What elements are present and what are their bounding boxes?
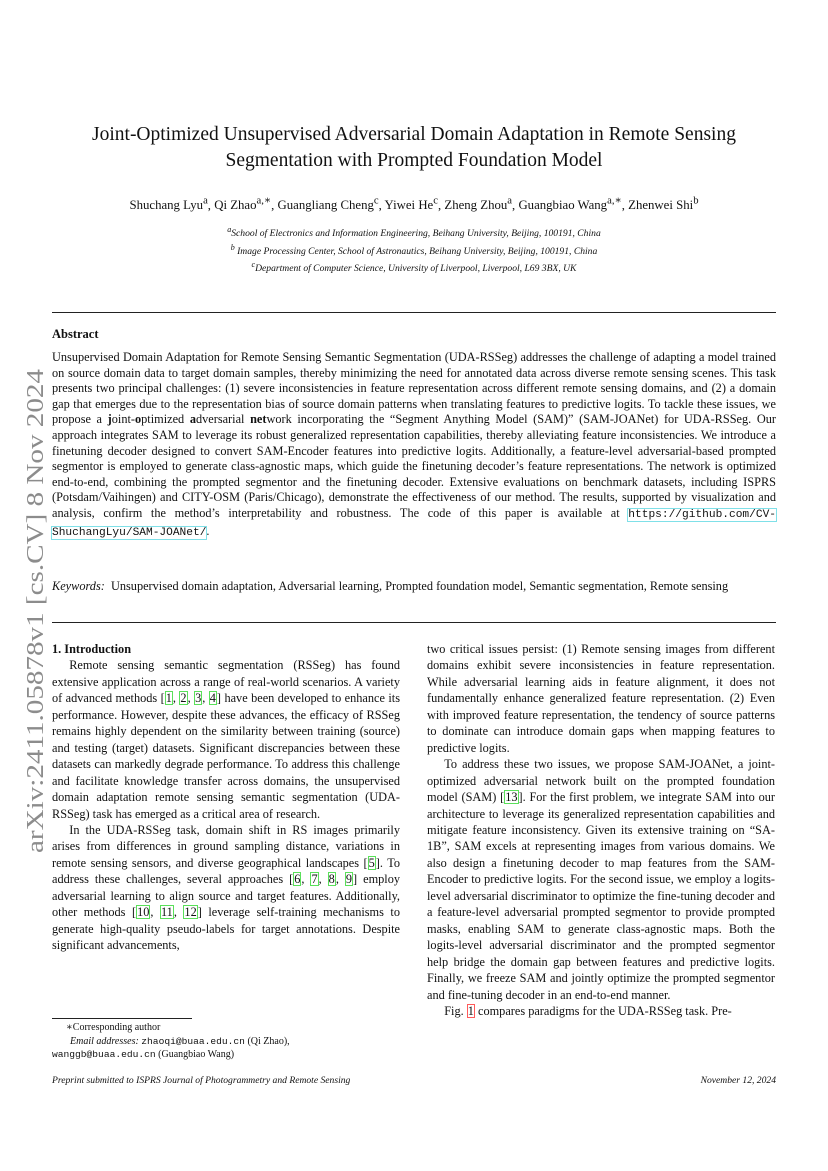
intro-paragraph-1: Remote sensing semantic segmentation (RSSeg) has found extensive application across a range of real-world scenarios. A variety of advanced methods [1, 2, 3, 4] have been developed to enhance its performance. However, despite these advances, the efficacy of RSSeg remains highly dependent on the similarity between training (source) and testing (target) datasets. Significant discrepancies between these datasets can markedly degrade performance. To address this challenge and facilitate knowledge transfer across domains, the unsupervised domain adaptation remote sensing semantic segmentation (UDA-RSSeg) task has emerged as a critical area of research. (52, 658, 401, 821)
keywords (52, 579, 776, 595)
author: Guangliang Cheng$^c$ (277, 196, 379, 213)
footnotes (52, 1021, 400, 1062)
footnote-rule (52, 1018, 192, 1019)
footnote-emails-cont: wanggb@buaa.edu.cn (Guangbiao Wang) (52, 1049, 235, 1061)
footnote-corresponding: ∗Corresponding author (66, 1022, 161, 1033)
affiliation-list (60, 223, 768, 276)
title-line-1: Joint-Optimized Unsupervised Adversarial Domain Adaptation in Remote Sensing (92, 124, 736, 145)
footnote-emails: Email addresses: zhaoqi@buaa.edu.cn (Qi Zhao), (70, 1035, 290, 1047)
affiliation: $^c$Department of Computer Science, University of Liverpool, Liverpool, L69 3BX, UK (251, 260, 577, 275)
author: Qi Zhao$^{a,∗}$ (214, 196, 272, 213)
citation-link[interactable]: 1 (165, 691, 172, 706)
intro-paragraph-2: In the UDA-RSSeg task, domain shift in RS images primarily arises from differences in ground sampling distance, variations in remote sensing sensors, and diverse geographical landscapes [5]. To address these challenges, several approaches [6, 7, 8, 9] employ adversarial learning to align source and target features. Additionally, other methods [10, 11, 12] leverage self-training mechanisms to generate high-quality pseudo-labels for target annotations. Despite significant advancements, (52, 822, 400, 953)
author: Yiwei He$^c$ (384, 196, 438, 213)
keywords-text: Unsupervised domain adaptation, Adversarial learning, Prompted foundation model, Semantic segmentation, Remote sensing (110, 579, 729, 593)
footer-submission-note: Preprint submitted to ISPRS Journal of Photogrammetry and Remote Sensing (52, 1075, 351, 1086)
author: Zheng Zhou$^a$ (444, 196, 513, 213)
citation-link[interactable]: 13 (505, 790, 518, 805)
arxiv-id-text: arXiv:2411.05878v1 [cs.CV] 8 Nov 2024 (23, 453, 49, 853)
right-column (427, 641, 775, 1019)
left-column (52, 641, 400, 954)
citation-link[interactable]: 6 (294, 872, 301, 887)
intro-paragraph-3: two critical issues persist: (1) Remote sensing images from different domains exhibit severe inconsistencies in feature representation. While adversarial learning aids in feature alignment, it does not fundamentally enhance generalized feature representation. (2) Even with improved feature representation, the tendency of source patterns to dominate can introduce domain gaps when mapping features to predictive logits. (427, 642, 775, 755)
top-rule (52, 312, 776, 313)
footer-date: November 12, 2024 (700, 1075, 776, 1086)
abstract-bottom-rule (52, 622, 776, 623)
keywords-label: Keywords: (52, 579, 105, 593)
figure-reference-link[interactable]: 1 (467, 1003, 474, 1018)
citation-link[interactable]: 8 (328, 872, 335, 887)
citation-link[interactable]: 10 (137, 905, 150, 920)
author: Zhenwei Shi$^b$ (628, 196, 699, 213)
author-list: Shuchang Lyu$^a$, Qi Zhao$^{a,∗}$, Guangliang Cheng$^c$, Yiwei He$^c$, Zheng Zhou$^a$, Guangbiao Wang$^{a,∗}$, Zhenwei Shi$^b$ (129, 196, 699, 213)
affiliation: $^b$ Image Processing Center, School of Astronautics, Beihang University, Beijing, 100191, China (230, 242, 598, 257)
citation-link[interactable]: 5 (368, 855, 375, 870)
citation-link[interactable]: 4 (209, 691, 216, 706)
abstract-body: Unsupervised Domain Adaptation for Remote Sensing Semantic Segmentation (UDA-RSSeg) addresses the challenge of adapting a model trained on source domain data to target domain samples, thereby minimizing the need for annotated data across diverse remote sensing scenes. This task presents two principal challenges: (1) severe inconsistencies in feature representation across different remote sensing domains, and (2) a domain gap that emerges due to the representation bias of source domain patterns when translating features to predictive logits. To tackle these issues, we propose a joint-optimized adversarial network incorporating the “Segment Anything Model (SAM)” (SAM-JOANet) for UDA-RSSeg. Our approach integrates SAM to leverage its robust generalized representation capabilities, thereby alleviating feature inconsistencies. We introduce a finetuning decoder designed to convert SAM-Encoder features into predictive logits. Additionally, a feature-level adversarial-based prompted segmentor is employed to generate class-agnostic maps, which guide the finetuning decoder’s feature representations. The network is optimized end-to-end, combining the prompted segmentor and the finetuning decoder. Extensive evaluations on benchmark datasets, including ISPRS (Potsdam/Vaihingen) and CITY-OSM (Paris/Chicago), demonstrate the effectiveness of our method. The results, supported by visualization and analysis, confirm the method’s interpretability and robustness. The code of this paper is available at https://github.com/CV-ShuchangLyu/SAM-JOANet/. (52, 350, 776, 539)
author: Guangbiao Wang$^{a,∗}$ (518, 196, 622, 213)
author: Shuchang Lyu$^a$ (129, 196, 208, 213)
intro-paragraph-4: To address these two issues, we propose SAM-JOANet, a joint-optimized adversarial network built on the prompted foundation model (SAM) [13]. For the first problem, we integrate SAM into our architecture to leverage its generalized representation capabilities and mitigate feature inconsistency. Given its extensive training on “SA-1B”, SAM excels at representing images from various domains. We also design a finetuning decoder to map features from the SAM-Encoder to predictive logits. For the second issue, we employ a logits-level adversarial discriminator to optimize the fine-tuning decoder and a feature-level adversarial prompted segmentor to provide prompted masks, enabling SAM to generate class-agnostic maps. Both the logits-level adversarial discriminator and the prompted segmentor help bridge the domain gap between features and predictive logits. Finally, we freeze SAM and jointly optimize the prompted segmentor and fine-tuning decoder in an end-to-end manner. (427, 757, 775, 1002)
email-link[interactable]: wanggb@buaa.edu.cn (52, 1049, 156, 1061)
citation-link[interactable]: 9 (345, 872, 353, 887)
citation-link[interactable]: 2 (180, 691, 187, 706)
citation-link[interactable]: 3 (195, 691, 202, 706)
arxiv-stamp (20, 365, 50, 855)
citation-link[interactable]: 12 (184, 905, 197, 920)
abstract-heading: Abstract (52, 327, 99, 341)
code-repository-link[interactable]: https://github.com/CV-ShuchangLyu/SAM-JOANet/ (52, 508, 776, 539)
email-link[interactable]: zhaoqi@buaa.edu.cn (141, 1035, 245, 1047)
paper-title (60, 122, 768, 174)
section-heading-introduction: 1. Introduction (52, 642, 132, 656)
intro-paragraph-5: Fig. 1 compares paradigms for the UDA-RSSeg task. Pre- (444, 1003, 732, 1018)
citation-link[interactable]: 7 (311, 872, 318, 887)
citation-link[interactable]: 11 (160, 905, 173, 920)
title-line-2: Segmentation with Prompted Foundation Model (225, 150, 603, 171)
affiliation: $^a$School of Electronics and Information Engineering, Beihang University, Beijing, 100191, China (227, 225, 601, 240)
